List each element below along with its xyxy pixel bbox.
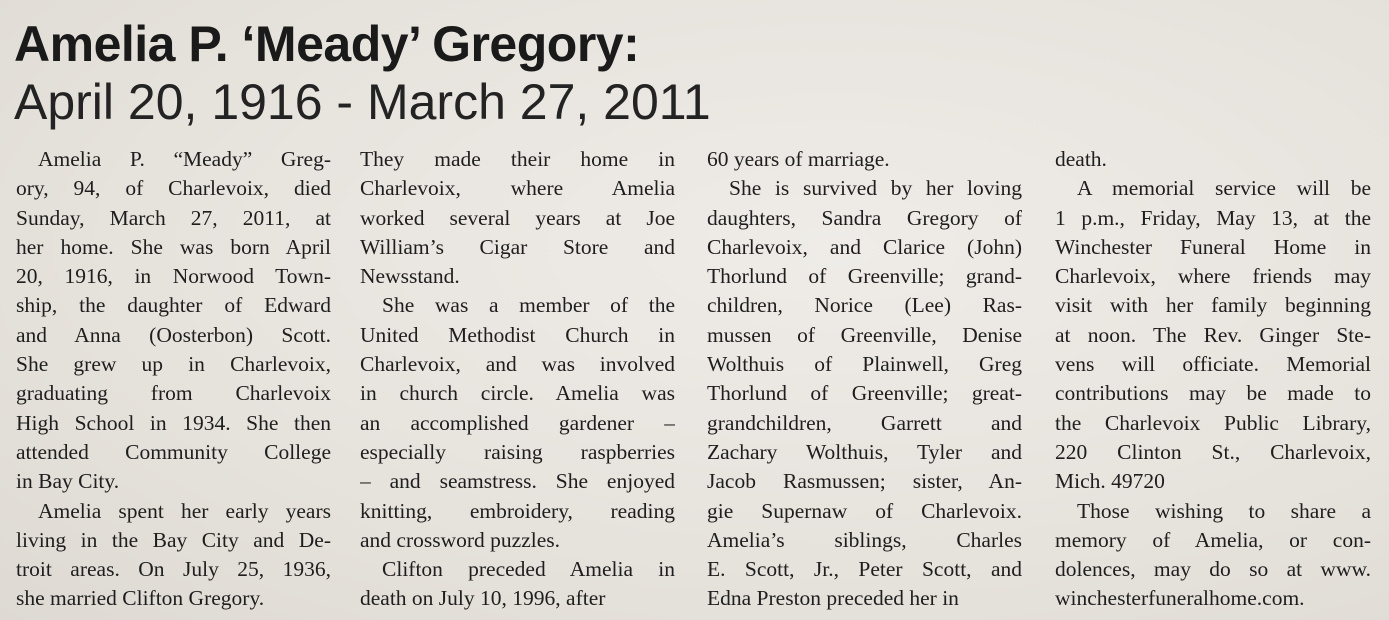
article-text-line: She grew up in Charlevoix, (16, 352, 331, 377)
article-text-line: Jacob Rasmussen; sister, An- (707, 469, 1022, 494)
article-text-line: her home. She was born April (16, 234, 331, 259)
article-text-line: Sunday, March 27, 2011, at (16, 205, 331, 230)
article-text-line: Thorlund of Greenville; great- (707, 381, 1022, 406)
article-text-line: 1 p.m., Friday, May 13, at the (1055, 205, 1371, 230)
article-text-line: Amelia spent her early years (38, 498, 331, 523)
article-text-line: and Anna (Oosterbon) Scott. (16, 322, 331, 347)
article-text-line: death. (1055, 147, 1107, 171)
article-text-line: She is survived by her loving (729, 176, 1022, 201)
article-text-line: vens will officiate. Memorial (1055, 352, 1371, 377)
article-text-line: Amelia P. “Meady” Greg- (38, 147, 331, 171)
article-text-line: Winchester Funeral Home in (1055, 234, 1371, 259)
article-text-line: especially raising raspberries (360, 439, 675, 464)
article-text-line: She was a member of the (382, 293, 675, 318)
article-text-line: visit with her family beginning (1055, 293, 1371, 318)
article-text-line: Charlevoix, and was involved (360, 352, 675, 377)
article-text-line: dolences, may do so at www. (1055, 557, 1371, 582)
obituary-headline: Amelia P. ‘Meady’ Gregory: (14, 16, 640, 72)
article-text-line: mussen of Greenville, Denise (707, 322, 1022, 347)
article-text-line: winchesterfuneralhome.com. (1055, 586, 1305, 611)
article-text-line: Newsstand. (360, 264, 460, 289)
article-text-line: Charlevoix, where Amelia (360, 176, 675, 201)
article-text-line: Charlevoix, where friends may (1055, 264, 1371, 289)
article-text-line: Thorlund of Greenville; grand- (707, 264, 1022, 289)
article-text-line: living in the Bay City and De- (16, 527, 331, 552)
article-column-3 (707, 145, 1022, 615)
article-text-line: Those wishing to share a (1077, 498, 1371, 523)
article-text-line: 220 Clinton St., Charlevoix, (1055, 439, 1371, 464)
article-text-line: High School in 1934. She then (16, 410, 331, 435)
article-column-4 (1055, 145, 1371, 615)
article-text-line: she married Clifton Gregory. (16, 586, 265, 611)
article-text-line: the Charlevoix Public Library, (1055, 410, 1371, 435)
article-column-1 (16, 145, 331, 615)
article-text-line: Wolthuis of Plainwell, Greg (707, 352, 1022, 377)
article-text-line: graduating from Charlevoix (16, 381, 331, 406)
article-text-line: 20, 1916, in Norwood Town- (16, 264, 331, 289)
article-text-line: E. Scott, Jr., Peter Scott, and (707, 557, 1022, 582)
article-text-line: death on July 10, 1996, after (360, 586, 606, 611)
life-dates: April 20, 1916 - March 27, 2011 (14, 74, 711, 130)
article-text-line: at noon. The Rev. Ginger Ste- (1055, 322, 1371, 347)
article-text-line: Amelia’s siblings, Charles (707, 527, 1022, 552)
article-text-line: ory, 94, of Charlevoix, died (16, 176, 331, 201)
article-text-line: daughters, Sandra Gregory of (707, 205, 1022, 230)
article-text-line: children, Norice (Lee) Ras- (707, 293, 1022, 318)
article-text-line: Charlevoix, and Clarice (John) (707, 234, 1022, 259)
article-text-line: A memorial service will be (1077, 176, 1371, 201)
article-column-2 (360, 145, 675, 615)
article-text-line: troit areas. On July 25, 1936, (16, 557, 331, 582)
article-text-line: attended Community College (16, 439, 331, 464)
article-text-line: an accomplished gardener – (360, 410, 675, 435)
article-text-line: in Bay City. (16, 469, 120, 494)
article-text-line: They made their home in (360, 147, 675, 171)
article-text-line: – and seamstress. She enjoyed (360, 469, 675, 494)
article-text-line: Edna Preston preceded her in (707, 586, 959, 611)
article-text-line: in church circle. Amelia was (360, 381, 675, 406)
article-text-line: 60 years of marriage. (707, 147, 890, 171)
article-text-line: Mich. 49720 (1055, 469, 1165, 494)
article-text-line: memory of Amelia, or con- (1055, 527, 1371, 552)
article-text-line: gie Supernaw of Charlevoix. (707, 498, 1022, 523)
article-text-line: United Methodist Church in (360, 322, 675, 347)
article-text-line: and crossword puzzles. (360, 527, 561, 552)
article-text-line: worked several years at Joe (360, 205, 675, 230)
article-text-line: contributions may be made to (1055, 381, 1371, 406)
article-text-line: Zachary Wolthuis, Tyler and (707, 439, 1022, 464)
article-text-line: ship, the daughter of Edward (16, 293, 331, 318)
article-text-line: knitting, embroidery, reading (360, 498, 675, 523)
article-text-line: Clifton preceded Amelia in (382, 557, 675, 582)
article-text-line: William’s Cigar Store and (360, 234, 675, 259)
article-text-line: grandchildren, Garrett and (707, 410, 1022, 435)
